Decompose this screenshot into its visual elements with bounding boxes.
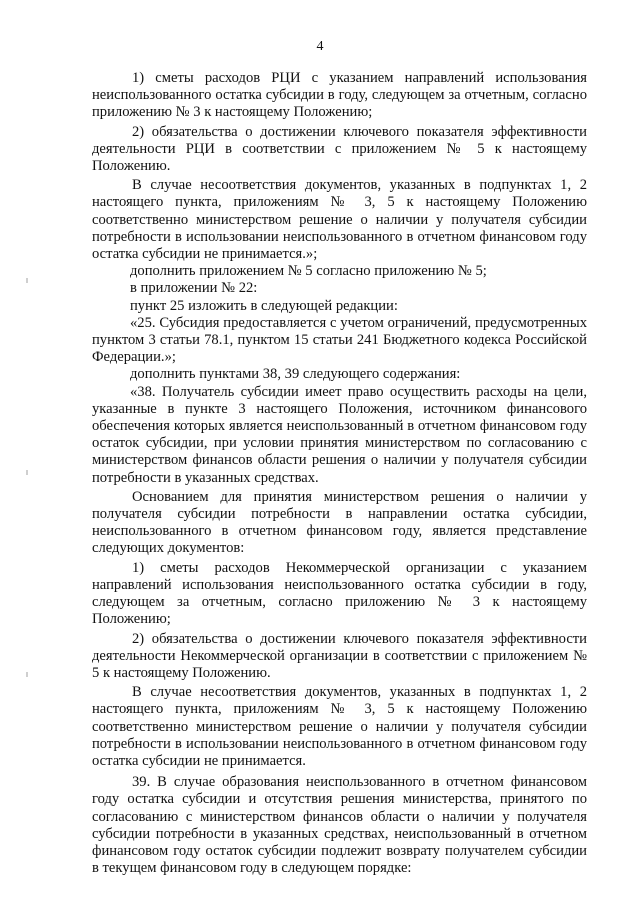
paragraph-point-25: «25. Субсидия предоставляется с учетом ограничений, предусмотренных пунктом 3 статьи 78.1, пунктом 15 статьи 241 Бюджетного кодекса Российской Федерации.»; (92, 314, 587, 366)
paragraph-point-25-heading: пункт 25 изложить в следующей редакции: (130, 297, 398, 314)
paragraph-obligation-nko: 2) обязательства о достижении ключевого показателя эффективности деятельности Некоммерческой организации в соответствии с приложением № 5 к настоящему Положению. (92, 630, 587, 681)
document-body (92, 70, 587, 877)
paragraph-add-appendix-5: дополнить приложением № 5 согласно приложению № 5; (130, 263, 487, 280)
paragraph-add-points: дополнить пунктами 38, 39 следующего содержания: (130, 366, 461, 383)
page-number: 4 (316, 39, 324, 54)
paragraph-appendix-22: в приложении № 22: (130, 280, 258, 297)
paragraph-point-38: «38. Получатель субсидии имеет право осуществить расходы на цели, указанные в пункте 3 настоящего Положения, источником финансового обеспечения которых является неиспользованный в отчетном финансовом году остаток субсидии, при условии принятия министерством по согласованию с министерством финансов области решения о наличии у получателя субсидии потребности в указанных средствах. (92, 383, 587, 486)
paragraph-obligation-rci: 2) обязательства о достижении ключевого показателя эффективности деятельности РЦИ в соответствии с приложением № 5 к настоящему Положению. (92, 123, 587, 175)
margin-scan-mark (26, 672, 28, 677)
paragraph-mismatch-nko: В случае несоответствия документов, указанных в подпунктах 1, 2 настоящего пункта, приложениям № 3, 5 к настоящему Положению соответственно министерством решение о наличии у получателя субсидии потребности в использовании неиспользованного в отчетном финансовом году остатка субсидии не принимается. (92, 684, 587, 769)
margin-scan-mark (26, 470, 28, 475)
paragraph-basis: Основанием для принятия министерством решения о наличии у получателя субсидии потребности в направлении остатка субсидии, неиспользованного в отчетном финансовом году, является представление следующих документов: (92, 488, 587, 557)
paragraph-smeta-rci: 1) сметы расходов РЦИ с указанием направлений использования неиспользованного остатка субсидии в году, следующем за отчетным, согласно приложению № 3 к настоящему Положению; (92, 70, 587, 121)
paragraph-point-39: 39. В случае образования неиспользованного в отчетном финансовом году остатка субсидии и отсутствия решения министерства, принятого по согласованию с министерством финансов области о наличии у получателя субсидии потребности в указанных средствах, неиспользованный в отчетном финансовом году остаток субсидии подлежит возврату получателем субсидии в текущем финансовом году в следующем порядке: (92, 774, 587, 877)
paragraph-smeta-nko: 1) сметы расходов Некоммерческой организации с указанием направлений использования неиспользованного остатка субсидии в году, следующем за отчетным, согласно приложению № 3 к настоящему Положению; (92, 559, 587, 628)
paragraph-mismatch-rci: В случае несоответствия документов, указанных в подпунктах 1, 2 настоящего пункта, приложениям № 3, 5 к настоящему Положению соответственно министерством решение о наличии у получателя субсидии потребности в использовании неиспользованного в отчетном финансовом году остатка субсидии не принимается.»; (92, 177, 587, 263)
margin-scan-mark (26, 278, 28, 283)
